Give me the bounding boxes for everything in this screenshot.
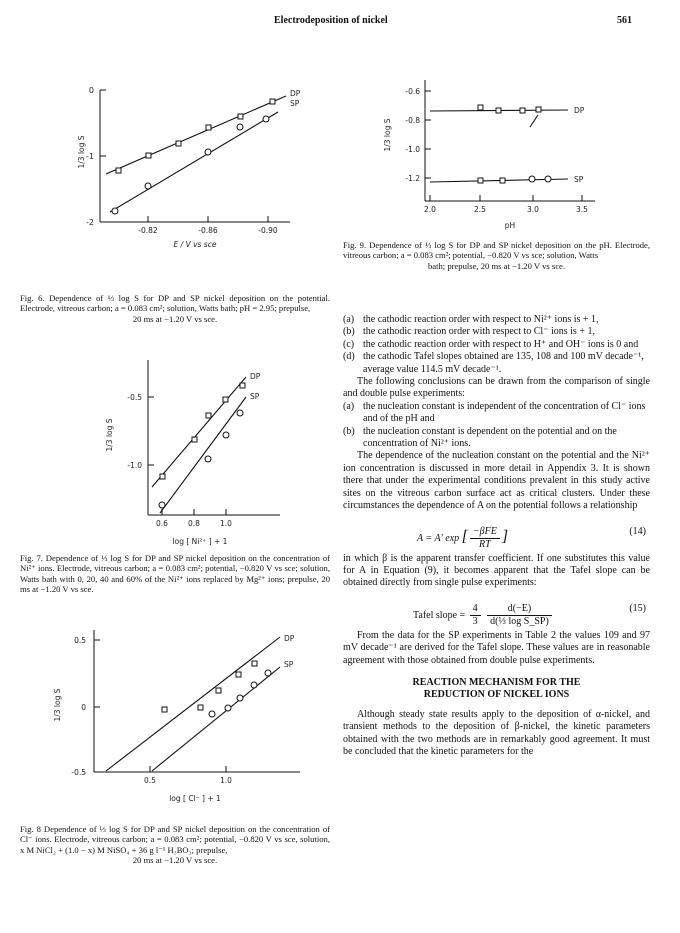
y-tick-label: -1.0 <box>405 145 420 154</box>
y-tick-label: -0.5 <box>71 768 86 777</box>
data-point <box>237 410 243 416</box>
equation-15: Tafel slope = $\frac{4}{3}$ $\frac{d(-E)}{\text{d(⅓ log S\_SP)}}$ (15) <box>413 602 646 628</box>
data-point <box>116 168 121 173</box>
figure-6-caption: Fig. 6. Dependence of ⅓ log S for DP and SP nickel deposition on the potential. Electrode, vitreous carbon; a = 0.083 cm²; solution, Watts bath; pH = 2.95; prepulse, 20 ms at −1.20 V vs sce. <box>20 293 330 324</box>
data-point <box>478 178 483 183</box>
data-point <box>206 125 211 130</box>
data-point <box>536 107 541 112</box>
data-point <box>146 153 151 158</box>
x-tick-label: 2.5 <box>474 205 486 214</box>
paragraph: From the data for the SP experiments in Table 2 the values 109 and 97 mV decade⁻¹ are derived for the Tafel slope. These values are in reasonable agreement with those obtained from double pulse experiments. <box>343 629 650 666</box>
list-item: (d) the cathodic Tafel slopes obtained are 135, 108 and 100 mV decade⁻¹, average value 114.5 mV decade⁻¹. <box>343 351 644 375</box>
series-label-dp: DP <box>290 89 301 98</box>
list-item: (c) the cathodic reaction order with respect to H⁺ and OH⁻ ions is 0 and <box>343 338 639 350</box>
series-label-sp: SP <box>290 99 300 108</box>
data-point <box>252 661 257 666</box>
data-point <box>206 413 211 418</box>
data-point <box>225 705 231 711</box>
x-tick-label: 3.5 <box>576 205 588 214</box>
data-point <box>500 178 505 183</box>
data-point <box>205 149 211 155</box>
data-point <box>209 711 215 717</box>
y-tick-label: -1.0 <box>127 461 142 470</box>
data-point <box>238 114 243 119</box>
y-tick-label: -2 <box>86 218 94 227</box>
data-point <box>263 116 269 122</box>
figure-6-plot <box>70 70 330 270</box>
x-axis-label: pH <box>504 221 516 230</box>
x-axis-label: log [ Cl⁻ ] + 1 <box>169 794 221 803</box>
series-label-dp: DP <box>574 106 585 115</box>
data-point <box>520 108 525 113</box>
running-title: Electrodeposition of nickel <box>274 15 388 26</box>
x-tick-label: -0.82 <box>138 226 158 235</box>
y-tick-label: 0.5 <box>74 636 86 645</box>
y-axis-label: 1/3 log S <box>383 118 392 152</box>
data-point <box>478 105 483 110</box>
data-point <box>205 456 211 462</box>
data-point <box>237 695 243 701</box>
x-tick-label: 0.5 <box>144 776 156 785</box>
paragraph: The dependence of the nucleation constant on the potential and the Ni²⁺ ion concentration is discussed in more detail in Appendix 3. It is shown there that under the experimental conditions prevalent in this study active sites on the vitreous carbon surface act as critical clusters. Under these circumstances the dependence of A on the potential follows a relationship <box>343 450 650 512</box>
data-point <box>176 141 181 146</box>
y-tick-label: -0.5 <box>127 393 142 402</box>
data-point <box>496 108 501 113</box>
data-point <box>145 183 151 189</box>
leader-line <box>530 115 538 127</box>
dp-fit-line <box>152 377 246 487</box>
data-point <box>270 99 275 104</box>
figure-8-plot <box>40 625 310 825</box>
data-point <box>236 672 241 677</box>
page-number: 561 <box>617 15 632 26</box>
body-text <box>343 314 650 759</box>
sp-fit-line <box>110 112 278 212</box>
series-label-sp: SP <box>284 660 294 669</box>
dp-fit-line <box>106 96 286 174</box>
data-point <box>251 682 257 688</box>
data-point <box>112 208 118 214</box>
data-point <box>160 474 165 479</box>
x-axis-label: E / V vs sce <box>173 240 217 249</box>
equation-14: A = A′ exp [ $\frac{\text{−βFE}}{RT}$ ] (14) <box>417 525 646 550</box>
paragraph: The following conclusions can be drawn from the comparison of single and double pulse experiments: <box>343 376 650 400</box>
series-label-sp: SP <box>250 392 260 401</box>
x-tick-label: 1.0 <box>220 776 232 785</box>
y-tick-label: -0.8 <box>405 116 420 125</box>
figure-9-plot <box>370 75 610 235</box>
x-tick-label: 3.0 <box>527 205 539 214</box>
data-point <box>237 124 243 130</box>
list-item: (b) the nucleation constant is dependent on the potential and on the concentration of Ni²⁺ ions. <box>343 425 617 450</box>
y-axis-label: 1/3 log S <box>105 418 114 452</box>
data-point <box>216 688 221 693</box>
x-axis-label: log [ Ni²⁺ ] + 1 <box>172 537 228 546</box>
x-tick-label: 0.8 <box>188 519 200 528</box>
data-point <box>265 670 271 676</box>
data-point <box>223 432 229 438</box>
list-item: (a) the nucleation constant is independent of the concentration of Cl⁻ ions and of the pH and <box>343 400 646 425</box>
paragraph: in which β is the apparent transfer coefficient. If one substitutes this value for A in Equation (9), it becomes apparent that the Tafel slope can be obtained directly from single pulse experiments: <box>343 552 650 589</box>
x-tick-label: -0.90 <box>258 226 278 235</box>
list-item: (b) the cathodic reaction order with respect to Cl⁻ ions is + 1, <box>343 326 595 338</box>
section-heading: REACTION MECHANISM FOR THE REDUCTION OF NICKEL IONS <box>412 676 581 700</box>
y-axis-label: 1/3 log S <box>53 688 62 722</box>
figure-7-caption: Fig. 7. Dependence of ⅓ log S for DP and SP nickel deposition on the concentration of Ni²⁺ ions. Electrode, vitreous carbon; a = 0.083 cm²; potential, −0.820 V vs sce; solution, Watts bath with 0, 20, 40 and 60% of the Ni²⁺ ions replaced by Mg²⁺ ions; prepulse, 20 ms at −1.20 V vs sce. <box>20 553 330 595</box>
y-tick-label: -1 <box>86 152 94 161</box>
dp-fit-line <box>106 637 280 771</box>
series-label-dp: DP <box>250 372 261 381</box>
series-label-sp: SP <box>574 175 584 184</box>
x-tick-label: -0.86 <box>198 226 218 235</box>
data-point <box>223 397 228 402</box>
data-point <box>198 705 203 710</box>
figure-7-plot <box>100 355 300 555</box>
x-tick-label: 0.6 <box>156 519 168 528</box>
y-tick-label: 0 <box>81 703 86 712</box>
figure-8-caption: Fig. 8 Dependence of ⅓ log S for DP and SP nickel deposition on the concentration of Cl⁻ ions. Electrode, vitreous carbon; a = 0.083 cm²; potential, −0.820 V vs sce, solution, x M NiCl₂ + (1.0 − x) M NiSO₄ + 36 g l⁻¹ H₃BO₃; prepulse, 20 ms at −1.20 V vs sce. <box>20 824 330 866</box>
x-tick-label: 1.0 <box>220 519 232 528</box>
list-item: (a) the cathodic reaction order with respect to Ni²⁺ ions is + 1, <box>343 314 599 325</box>
y-axis-label: 1/3 log S <box>77 135 86 169</box>
paragraph: Although steady state results apply to the deposition of α-nickel, and transient methods to the deposition of β-nickel, the kinetic parameters obtained with the two methods are in remarkably good agreement. It must be concluded that the kinetic parameters for the <box>343 708 650 758</box>
y-tick-label: 0 <box>88 86 94 95</box>
data-point <box>192 437 197 442</box>
sp-fit-line <box>152 667 280 771</box>
data-point <box>529 176 535 182</box>
figure-9-caption: Fig. 9. Dependence of ⅓ log S for DP and SP nickel deposition on the pH. Electrode, vitreous carbon; a = 0.083 cm²; potential, −0.820 V vs sce; solution, Watts bath; prepulse, 20 ms at −1.20 V vs sce. <box>343 240 650 271</box>
data-point <box>240 383 245 388</box>
x-tick-label: 2.0 <box>424 205 436 214</box>
series-label-dp: DP <box>284 634 295 643</box>
data-point <box>545 176 551 182</box>
y-tick-label: -0.6 <box>405 87 420 96</box>
data-point <box>162 707 167 712</box>
y-tick-label: -1.2 <box>405 174 420 183</box>
sp-fit-line <box>160 397 246 513</box>
data-point <box>159 502 165 508</box>
